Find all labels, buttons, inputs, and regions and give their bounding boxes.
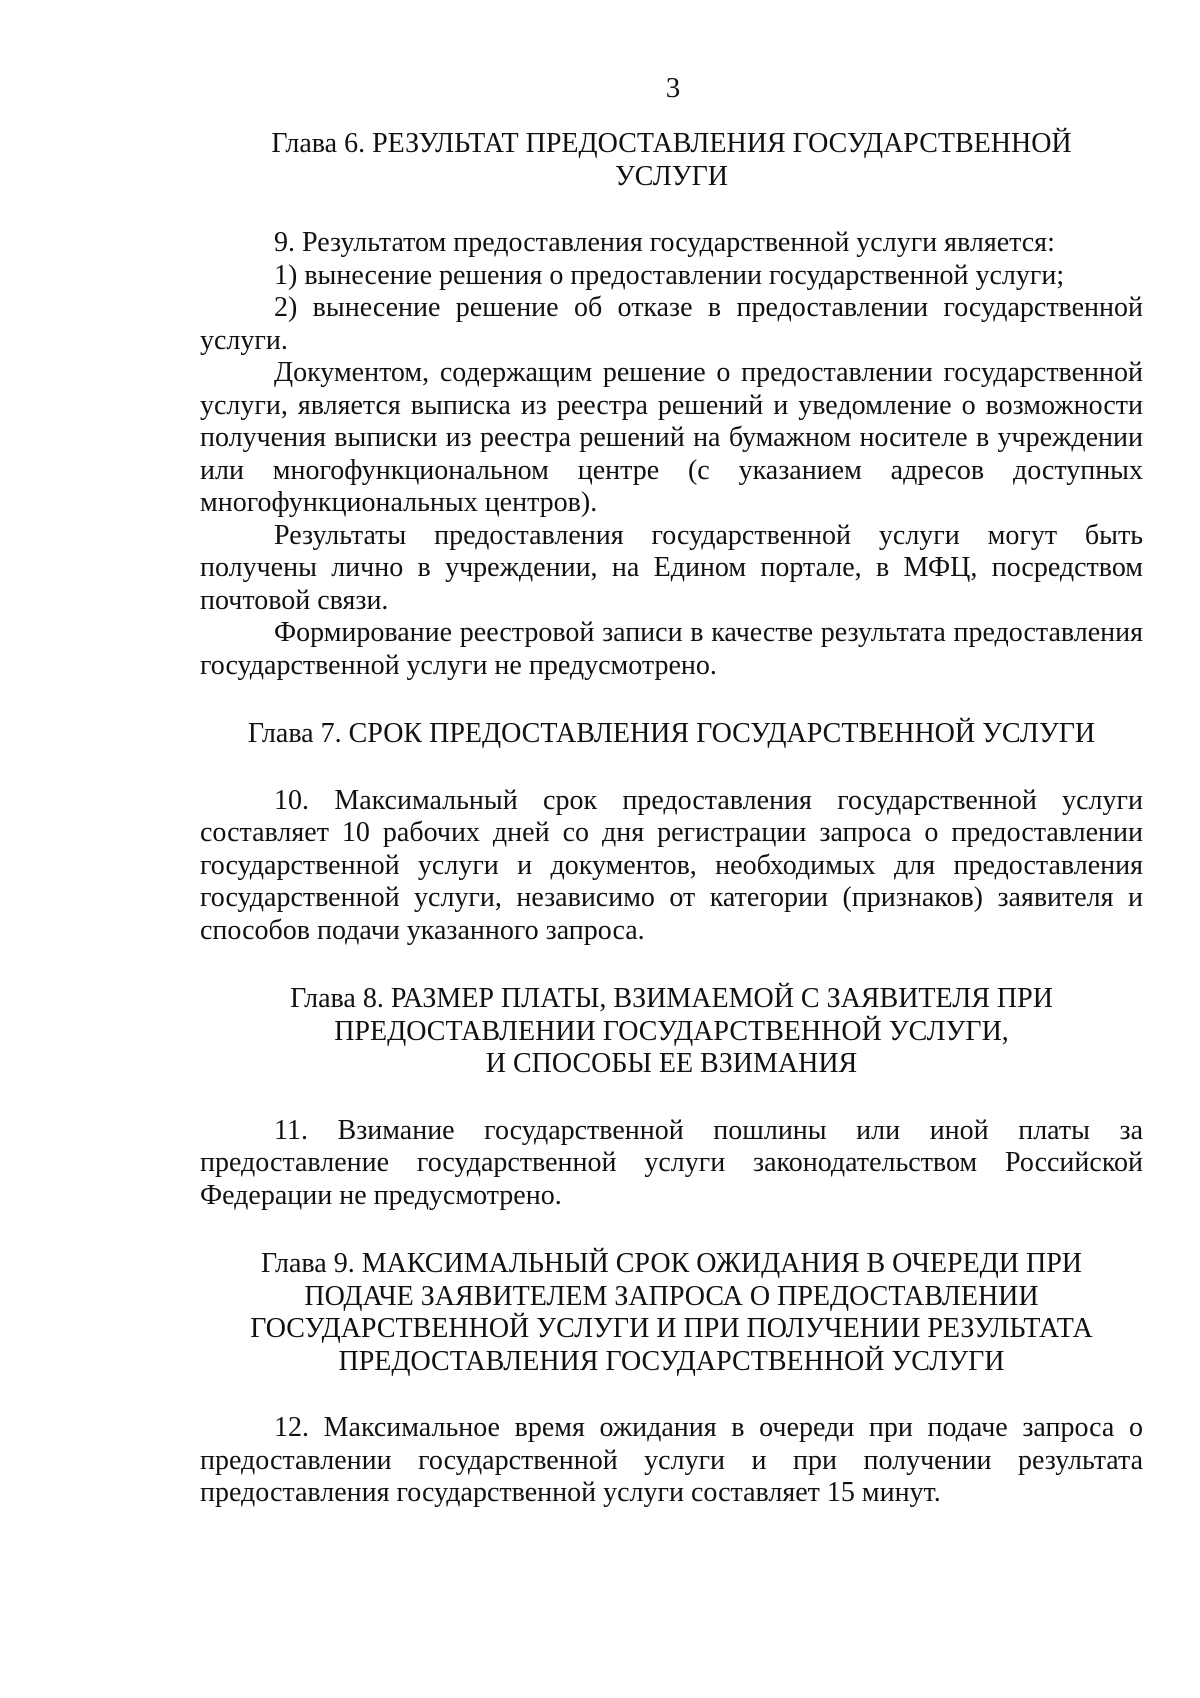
chapter-8-paragraph-1: 11. Взимание государственной пошлины или иной платы за предоставление государственной услуги законодательством Российской Федерации не предусмотрено. xyxy=(200,1114,1143,1211)
chapter-6-heading-line-2: УСЛУГИ xyxy=(614,160,729,192)
chapter-6-heading xyxy=(200,128,1143,193)
chapter-8-heading-line-2: ПРЕДОСТАВЛЕНИИ ГОСУДАРСТВЕННОЙ УСЛУГИ, xyxy=(334,1015,1009,1047)
chapter-7 xyxy=(200,718,1143,947)
chapter-9-heading xyxy=(200,1248,1143,1378)
chapter-9-heading-line-1: Глава 9. МАКСИМАЛЬНЫЙ СРОК ОЖИДАНИЯ В ОЧЕРЕДИ ПРИ xyxy=(260,1248,1083,1279)
chapter-9-heading-line-2: ПОДАЧЕ ЗАЯВИТЕЛЕМ ЗАПРОСА О ПРЕДОСТАВЛЕНИИ xyxy=(304,1280,1039,1312)
chapter-9-paragraph-1: 12. Максимальное время ожидания в очереди при подаче запроса о предоставлении государственной услуги и при получении результата предоставления государственной услуги составляет 15 минут. xyxy=(200,1412,1143,1508)
chapter-9 xyxy=(200,1248,1143,1510)
chapter-6-paragraph-1: 9. Результатом предоставления государственной услуги является: xyxy=(274,227,1055,258)
chapter-8-heading-line-1: Глава 8. РАЗМЕР ПЛАТЫ, ВЗИМАЕМОЙ С ЗАЯВИТЕЛЯ ПРИ xyxy=(290,983,1053,1014)
chapter-9-heading-line-3: ГОСУДАРСТВЕННОЙ УСЛУГИ И ПРИ ПОЛУЧЕНИИ РЕЗУЛЬТАТА xyxy=(250,1313,1093,1344)
chapter-9-heading-line-4: ПРЕДОСТАВЛЕНИЯ ГОСУДАРСТВЕННОЙ УСЛУГИ xyxy=(338,1345,1005,1377)
chapter-8-heading-line-3: И СПОСОБЫ ЕЕ ВЗИМАНИЯ xyxy=(485,1048,858,1079)
chapter-7-paragraph-1: 10. Максимальный срок предоставления государственной услуги составляет 10 рабочих дней со дня регистрации запроса о предоставлении государственной услуги и документов, необходимых для предоставления государственной услуги, независимо от категории (признаков) заявителя и способов подачи указанного запроса. xyxy=(200,784,1143,946)
chapter-6-paragraph-6: Формирование реестровой записи в качестве результата предоставления государственной услуги не предусмотрено. xyxy=(200,617,1143,681)
chapter-6-heading-line-1: Глава 6. РЕЗУЛЬТАТ ПРЕДОСТАВЛЕНИЯ ГОСУДАРСТВЕННОЙ xyxy=(271,128,1072,159)
chapter-6-paragraph-5: Результаты предоставления государственной услуги могут быть получены лично в учреждении, на Едином портале, в МФЦ, посредством почтовой связи. xyxy=(200,519,1143,616)
chapter-6-paragraph-3: 2) вынесение решение об отказе в предоставлении государственной услуги. xyxy=(200,292,1143,356)
chapter-7-heading: Глава 7. СРОК ПРЕДОСТАВЛЕНИЯ ГОСУДАРСТВЕННОЙ УСЛУГИ xyxy=(247,718,1096,749)
chapter-8 xyxy=(200,983,1143,1212)
page-number: 3 xyxy=(665,72,681,104)
chapter-6-paragraph-4: Документом, содержащим решение о предоставлении государственной услуги, является выписка из реестра решений и уведомление о возможности получения выписки из реестра решений на бумажном носителе в учреждении или многофункциональном центре (с указанием адресов доступных многофункциональных центров). xyxy=(200,357,1143,518)
chapter-8-heading xyxy=(200,983,1143,1081)
document-body xyxy=(200,128,1143,1510)
chapter-6-paragraph-2: 1) вынесение решения о предоставлении государственной услуги; xyxy=(274,259,1065,291)
chapter-6 xyxy=(200,128,1143,682)
